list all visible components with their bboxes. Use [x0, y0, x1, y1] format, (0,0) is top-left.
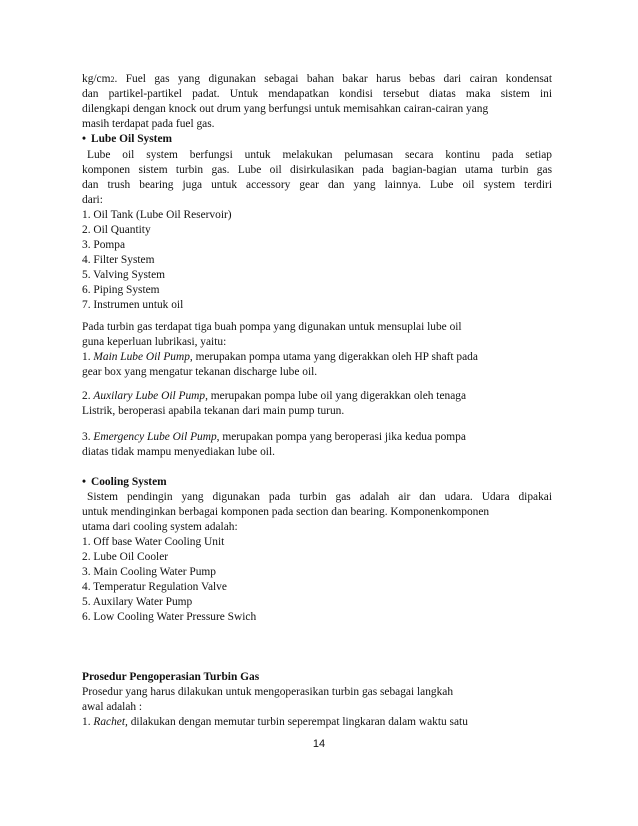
heading-text: Cooling System [91, 476, 167, 488]
cooling-para-line-1: Sistem pendingin yang digunakan pada turbin gas adalah air dan udara. Udara dipakai [87, 491, 552, 503]
page-number: 14 [312, 738, 326, 750]
list-item: 2. Lube Oil Cooler [82, 551, 169, 563]
bullet-icon: • [82, 133, 86, 145]
text: 3. [82, 431, 94, 443]
list-item: 5. Valving System [82, 269, 166, 281]
prosedur-line-1: Prosedur yang harus dilakukan untuk mengoperasikan turbin gas sebagai langkah [82, 686, 454, 698]
text: kg/cm [82, 73, 111, 85]
list-item: 3. Main Cooling Water Pump [82, 566, 216, 578]
text: , merupakan pompa yang beroperasi jika kedua pompa [216, 431, 466, 443]
list-item: 4. Filter System [82, 254, 155, 266]
pump-3-line-2: diatas tidak mampu menyediakan lube oil. [82, 446, 275, 458]
list-item: 7. Instrumen untuk oil [82, 299, 184, 311]
text: 2. [82, 390, 94, 402]
prosedur-heading: Prosedur Pengoperasian Turbin Gas [82, 671, 260, 683]
prosedur-line-3 [82, 715, 552, 729]
subscript: 2 [110, 75, 115, 84]
lube-oil-heading [82, 132, 552, 146]
list-item: 5. Auxilary Water Pump [82, 596, 193, 608]
heading-text: Lube Oil System [91, 133, 173, 145]
list-item: 3. Pompa [82, 239, 126, 251]
fuel-gas-line-1 [82, 72, 552, 87]
list-item: 1. Oil Tank (Lube Oil Reservoir) [82, 209, 232, 221]
lube-oil-para-line-4: dari: [82, 194, 103, 206]
cooling-heading [82, 475, 552, 489]
lube-oil-para-line-2: komponen sistem turbin gas. Lube oil disirkulasikan pada bagian-bagian utama turbin gas [82, 164, 552, 176]
prosedur-line-2: awal adalah : [82, 701, 143, 713]
pump-name: Emergency Lube Oil Pump [93, 431, 217, 443]
pump-3-line-1 [82, 430, 552, 444]
list-item: 6. Low Cooling Water Pressure Swich [82, 611, 257, 623]
pumps-intro-line-2: guna keperluan lubrikasi, yaitu: [82, 336, 227, 348]
pump-1-line-2: gear box yang mengatur tekanan discharge lube oil. [82, 366, 318, 378]
list-item: 4. Temperatur Regulation Valve [82, 581, 227, 593]
pump-name: Auxilary Lube Oil Pump [93, 390, 206, 402]
pump-2-line-1 [82, 389, 552, 403]
cooling-para-line-2: untuk mendinginkan berbagai komponen pada section dan bearing. Komponenkomponen [82, 506, 490, 518]
list-item: 1. Off base Water Cooling Unit [82, 536, 225, 548]
fuel-gas-line-4: masih terdapat pada fuel gas. [82, 118, 215, 130]
text: dilakukan dengan memutar turbin seperempat lingkaran dalam waktu satu [127, 716, 468, 728]
fuel-gas-line-3: dilengkapi dengan knock out drum yang berfungsi untuk memisahkan cairan-cairan yang [82, 103, 489, 115]
step-name: Rachet, [93, 716, 128, 728]
text: , merupakan pompa utama yang digerakkan oleh HP shaft pada [189, 351, 478, 363]
text: 1. [82, 716, 94, 728]
lube-oil-para-line-3: dan trush bearing juga untuk accessory gear dan yang lainnya. Lube oil system terdiri [82, 179, 552, 191]
text: 1. [82, 351, 94, 363]
pump-1-line-1 [82, 350, 552, 364]
text: . Fuel gas yang digunakan sebagai bahan bakar harus bebas dari cairan kondensat [114, 73, 552, 85]
list-item: 2. Oil Quantity [82, 224, 151, 236]
pump-2-line-2: Listrik, beroperasi apabila tekanan dari main pump turun. [82, 405, 345, 417]
pump-name: Main Lube Oil Pump [93, 351, 190, 363]
text: , merupakan pompa lube oil yang digerakkan oleh tenaga [205, 390, 467, 402]
lube-oil-para-line-1: Lube oil system berfungsi untuk melakukan pelumasan secara kontinu pada setiap [87, 149, 552, 161]
pumps-intro-line-1: Pada turbin gas terdapat tiga buah pompa yang digunakan untuk mensuplai lube oil [82, 321, 462, 333]
bullet-icon: • [82, 476, 86, 488]
list-item: 6. Piping System [82, 284, 160, 296]
cooling-para-line-3: utama dari cooling system adalah: [82, 521, 238, 533]
fuel-gas-line-2: dan partikel-partikel padat. Untuk mendapatkan kondisi tersebut diatas maka sistem ini [82, 88, 552, 100]
